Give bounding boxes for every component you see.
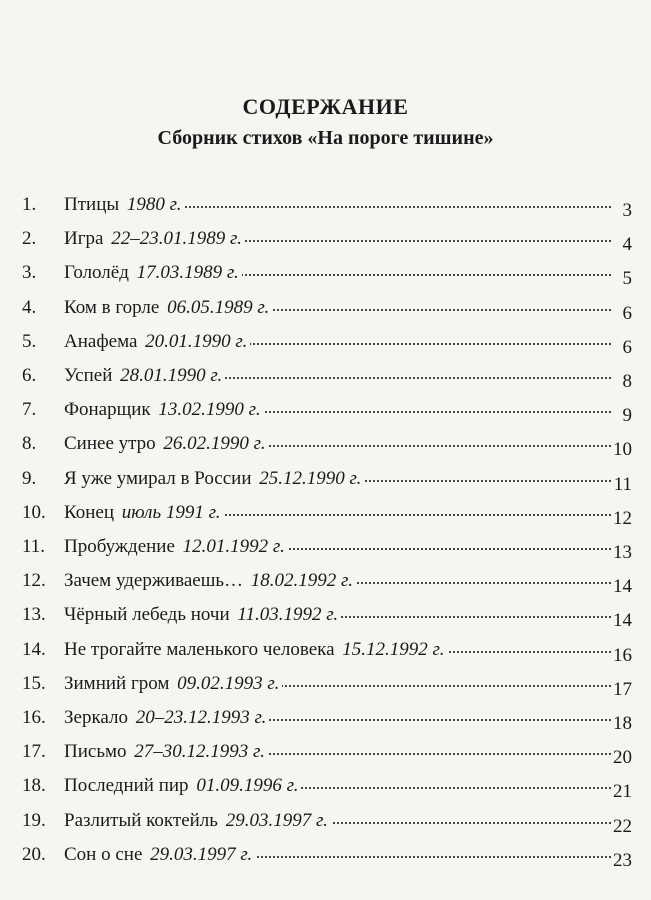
entry-date: 28.01.1990 г. — [120, 365, 225, 386]
entry-title: Фонарщик — [64, 399, 158, 420]
toc-entry — [0, 528, 651, 562]
entry-number: 13. — [22, 604, 46, 626]
entry-date: 20.01.1990 г. — [145, 331, 250, 352]
toc-entry — [0, 460, 651, 494]
entry-number: 20. — [22, 843, 46, 865]
toc-entry — [0, 562, 651, 596]
entry-date: 15.12.1992 г. — [342, 639, 447, 660]
entry-page-number: 4 — [622, 234, 632, 256]
entry-date: 1980 г. — [127, 194, 185, 215]
toc-entry — [0, 391, 651, 425]
entry-title: Я уже умирал в России — [64, 468, 259, 489]
toc-entry — [0, 494, 651, 528]
entry-text — [64, 707, 612, 729]
entry-title: Зачем удерживаешь… — [64, 570, 251, 591]
entry-number: 6. — [22, 365, 37, 386]
toc-entry — [0, 631, 651, 665]
toc-entry — [0, 596, 651, 630]
entry-title: Последний пир — [64, 775, 196, 796]
entry-page-number: 3 — [622, 200, 632, 221]
entry-title: Разлитый коктейль — [64, 810, 226, 831]
entry-date: 20–23.12.1993 г. — [136, 707, 270, 728]
entry-title: Игра — [64, 228, 111, 249]
toc-entry — [0, 220, 651, 254]
toc-entry — [0, 802, 651, 836]
entry-page-number: 9 — [622, 405, 632, 427]
entry-date: 25.12.1990 г. — [259, 468, 364, 489]
entry-page-number: 11 — [613, 473, 632, 495]
entry-text — [64, 810, 612, 832]
entry-text — [64, 194, 612, 216]
toc-entry — [0, 323, 651, 357]
entry-title: Не трогайте маленького человека — [64, 639, 342, 660]
entry-number: 11. — [22, 536, 46, 557]
entry-date: 26.02.1990 г. — [163, 433, 268, 454]
entry-page-number: 8 — [622, 371, 632, 392]
entry-text — [64, 775, 612, 797]
entry-page-number: 16 — [613, 644, 632, 666]
entry-number: 8. — [22, 433, 37, 455]
entry-date: 18.02.1992 г. — [251, 570, 356, 591]
entry-text — [64, 741, 612, 763]
toc-entry — [0, 767, 651, 801]
entry-page-number: 12 — [613, 507, 632, 529]
entry-date: 11.03.1992 г. — [237, 604, 341, 625]
toc-entry — [0, 733, 651, 767]
entry-page-number: 14 — [613, 610, 632, 632]
entry-date: 27–30.12.1993 г. — [134, 741, 268, 762]
entry-title: Пробуждение — [64, 536, 183, 557]
entry-number: 16. — [22, 707, 46, 728]
entry-title: Чёрный лебедь ночи — [64, 604, 237, 625]
entry-title: Гололёд — [64, 262, 137, 283]
entry-page-number: 14 — [613, 576, 632, 598]
entry-text — [64, 468, 612, 490]
entry-page-number: 22 — [613, 815, 632, 837]
entry-page-number: 20 — [613, 747, 632, 769]
entry-text — [64, 331, 612, 353]
toc-entry — [0, 665, 651, 699]
entry-title: Зеркало — [64, 707, 136, 728]
entry-title: Синее утро — [64, 433, 163, 454]
entry-number: 14. — [22, 638, 46, 660]
toc-entry — [0, 357, 651, 391]
entry-title: Ком в горле — [64, 297, 167, 318]
entry-title: Сон о сне — [64, 844, 150, 865]
entry-text — [64, 844, 612, 866]
entry-text — [64, 536, 612, 558]
entry-number: 17. — [22, 741, 46, 763]
entry-page-number: 6 — [622, 336, 632, 358]
entry-text — [64, 604, 612, 626]
entry-title: Зимний гром — [64, 673, 177, 694]
entry-number: 15. — [22, 672, 46, 694]
entry-text — [64, 502, 612, 524]
entry-page-number: 13 — [613, 542, 632, 563]
entry-title: Успей — [64, 365, 120, 386]
entry-number: 10. — [22, 501, 46, 523]
entry-text — [64, 228, 612, 250]
entry-number: 19. — [22, 809, 46, 831]
entry-page-number: 21 — [613, 781, 632, 803]
entry-date: 13.02.1990 г. — [158, 399, 263, 420]
entry-number: 5. — [22, 330, 37, 352]
entry-number: 4. — [22, 296, 37, 318]
toc-entry — [0, 254, 651, 288]
entry-date: 22–23.01.1989 г. — [111, 228, 245, 249]
entry-date: 17.03.1989 г. — [137, 262, 242, 283]
entry-text — [64, 399, 612, 421]
toc-entry — [0, 836, 651, 870]
entry-title: Птицы — [64, 194, 127, 215]
entry-page-number: 6 — [622, 302, 632, 324]
entry-text — [64, 297, 612, 319]
entry-number: 2. — [22, 228, 37, 250]
entry-page-number: 23 — [613, 849, 632, 871]
entry-text — [64, 570, 612, 592]
entry-date: 12.01.1992 г. — [183, 536, 288, 557]
entry-date: 29.03.1997 г. — [226, 810, 331, 831]
entry-date: 29.03.1997 г. — [150, 844, 255, 865]
entry-title: Конец — [64, 502, 122, 523]
entry-number: 18. — [22, 775, 46, 797]
entry-date: июль 1991 г. — [122, 502, 224, 523]
entry-number: 9. — [22, 467, 37, 489]
toc-entry — [0, 289, 651, 323]
entry-number: 12. — [22, 570, 46, 592]
entry-number: 3. — [22, 262, 37, 284]
page-title: СОДЕРЖАНИЕ — [242, 94, 409, 119]
toc-entry — [0, 186, 651, 220]
entry-number: 1. — [22, 194, 37, 215]
toc-entry — [0, 699, 651, 733]
entry-page-number: 10 — [613, 439, 632, 461]
entry-page-number: 18 — [613, 713, 632, 734]
entry-text — [64, 365, 612, 387]
entry-page-number: 5 — [622, 268, 632, 290]
collection-subtitle: Сборник стихов «На пороге тишине» — [157, 127, 494, 149]
entry-date: 01.09.1996 г. — [196, 775, 301, 796]
toc-entry — [0, 425, 651, 459]
entry-date: 06.05.1989 г. — [167, 297, 272, 318]
entry-page-number: 17 — [613, 678, 632, 700]
entry-date: 09.02.1993 г. — [177, 673, 282, 694]
entry-text — [64, 673, 612, 695]
entry-text — [64, 639, 612, 661]
entry-title: Анафема — [64, 331, 145, 352]
entry-title: Письмо — [64, 741, 134, 762]
entry-text — [64, 262, 612, 284]
entry-text — [64, 433, 612, 455]
entry-number: 7. — [22, 399, 37, 421]
